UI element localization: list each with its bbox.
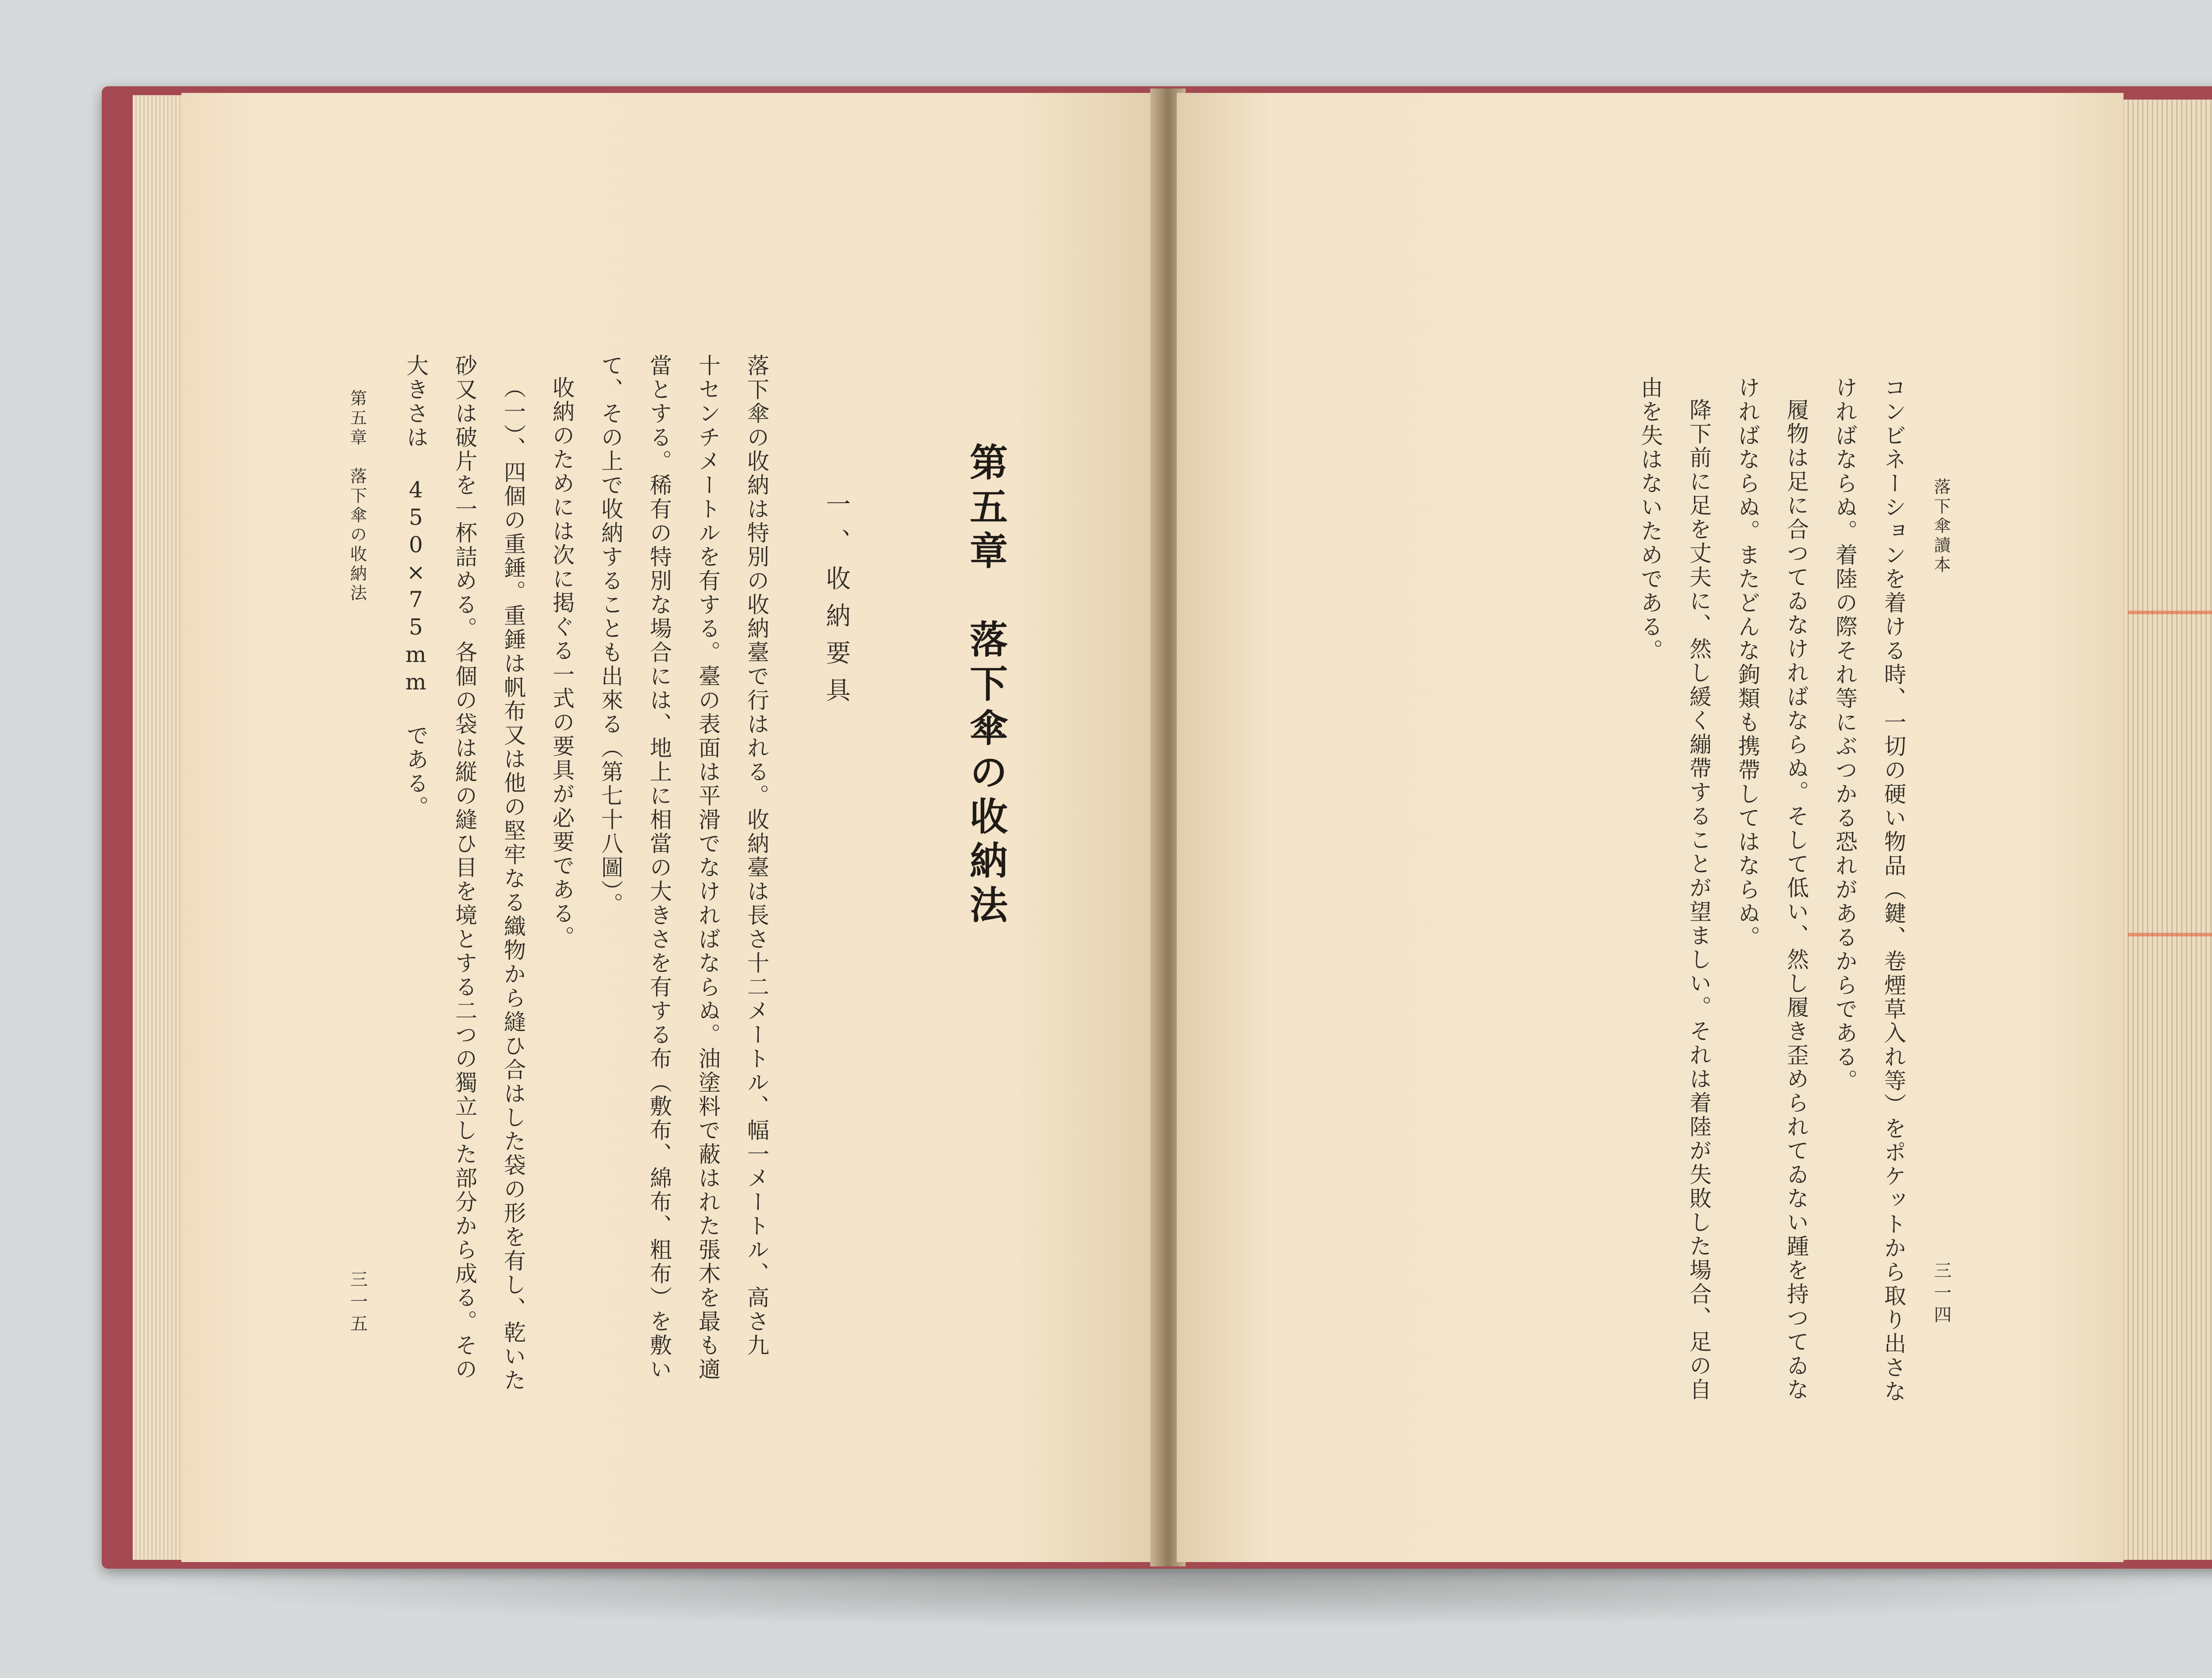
body-line: ければならぬ。またどんな鉤類も携帶してはならぬ。 [1735, 376, 1760, 950]
body-line: （一）、四個の重錘。重錘は帆布又は他の堅牢なる織物から縫ひ合はした袋の形を有し、乾いた [500, 376, 526, 1393]
body-line: 收納のためには次に掲ぐる一式の要具が必要である。 [549, 376, 575, 950]
body-line: て、その上で收納することも出來る（第七十八圖）。 [598, 354, 623, 916]
body-line: 降下前に足を丈夫に、然し緩く繃帶することが望ましい。それは着陸が失敗した場合、足の自 [1686, 398, 1712, 1402]
body-line: 十センチメートルを有する。臺の表面は平滑でなければならぬ。油塗料で蔽はれた張木を最も適 [695, 354, 721, 1382]
body-line: 落下傘の收納は特別の收納臺で行はれる。收納臺は長さ十二メートル、幅一メートル、高さ九 [744, 354, 769, 1358]
page-number: 三一五 [347, 1270, 368, 1336]
chapter-title: 第五章 落下傘の收納法 [963, 443, 1008, 929]
page-number: 三一四 [1931, 1261, 1951, 1328]
right-page [1177, 93, 2124, 1562]
body-line: 由を失はないためである。 [1637, 376, 1663, 663]
page-edges-left [133, 95, 186, 1560]
library-stamp [2128, 611, 2212, 936]
body-line: ければならぬ。着陸の際それ等にぶつかる恐れがあるからである。 [1832, 376, 1858, 1093]
body-line: 砂又は破片を一杯詰める。各個の袋は縦の縫ひ目を境とする二つの獨立した部分から成る。その [452, 354, 477, 1382]
body-line: 履物は足に合つてゐなければならぬ。そして低い、然し履き歪められてゐない踵を持つてゐな [1783, 398, 1809, 1402]
running-footer: 第五章 落下傘の收納法 [347, 389, 367, 604]
left-page [181, 93, 1159, 1562]
body-line: 當とする。稀有の特別な場合には、地上に相當の大きさを有する布（敷布、綿布、粗布）を敷い [646, 354, 672, 1382]
body-line: コンビネーションを着ける時、一切の硬い物品（鍵、卷煙草入れ等）をポケットから取り出さな [1881, 376, 1906, 1404]
body-line: 大きさは 450×75mm である。 [403, 354, 429, 820]
running-header: 落下傘讀本 [1931, 478, 1951, 575]
section-title: 一、收納要具 [822, 491, 851, 714]
